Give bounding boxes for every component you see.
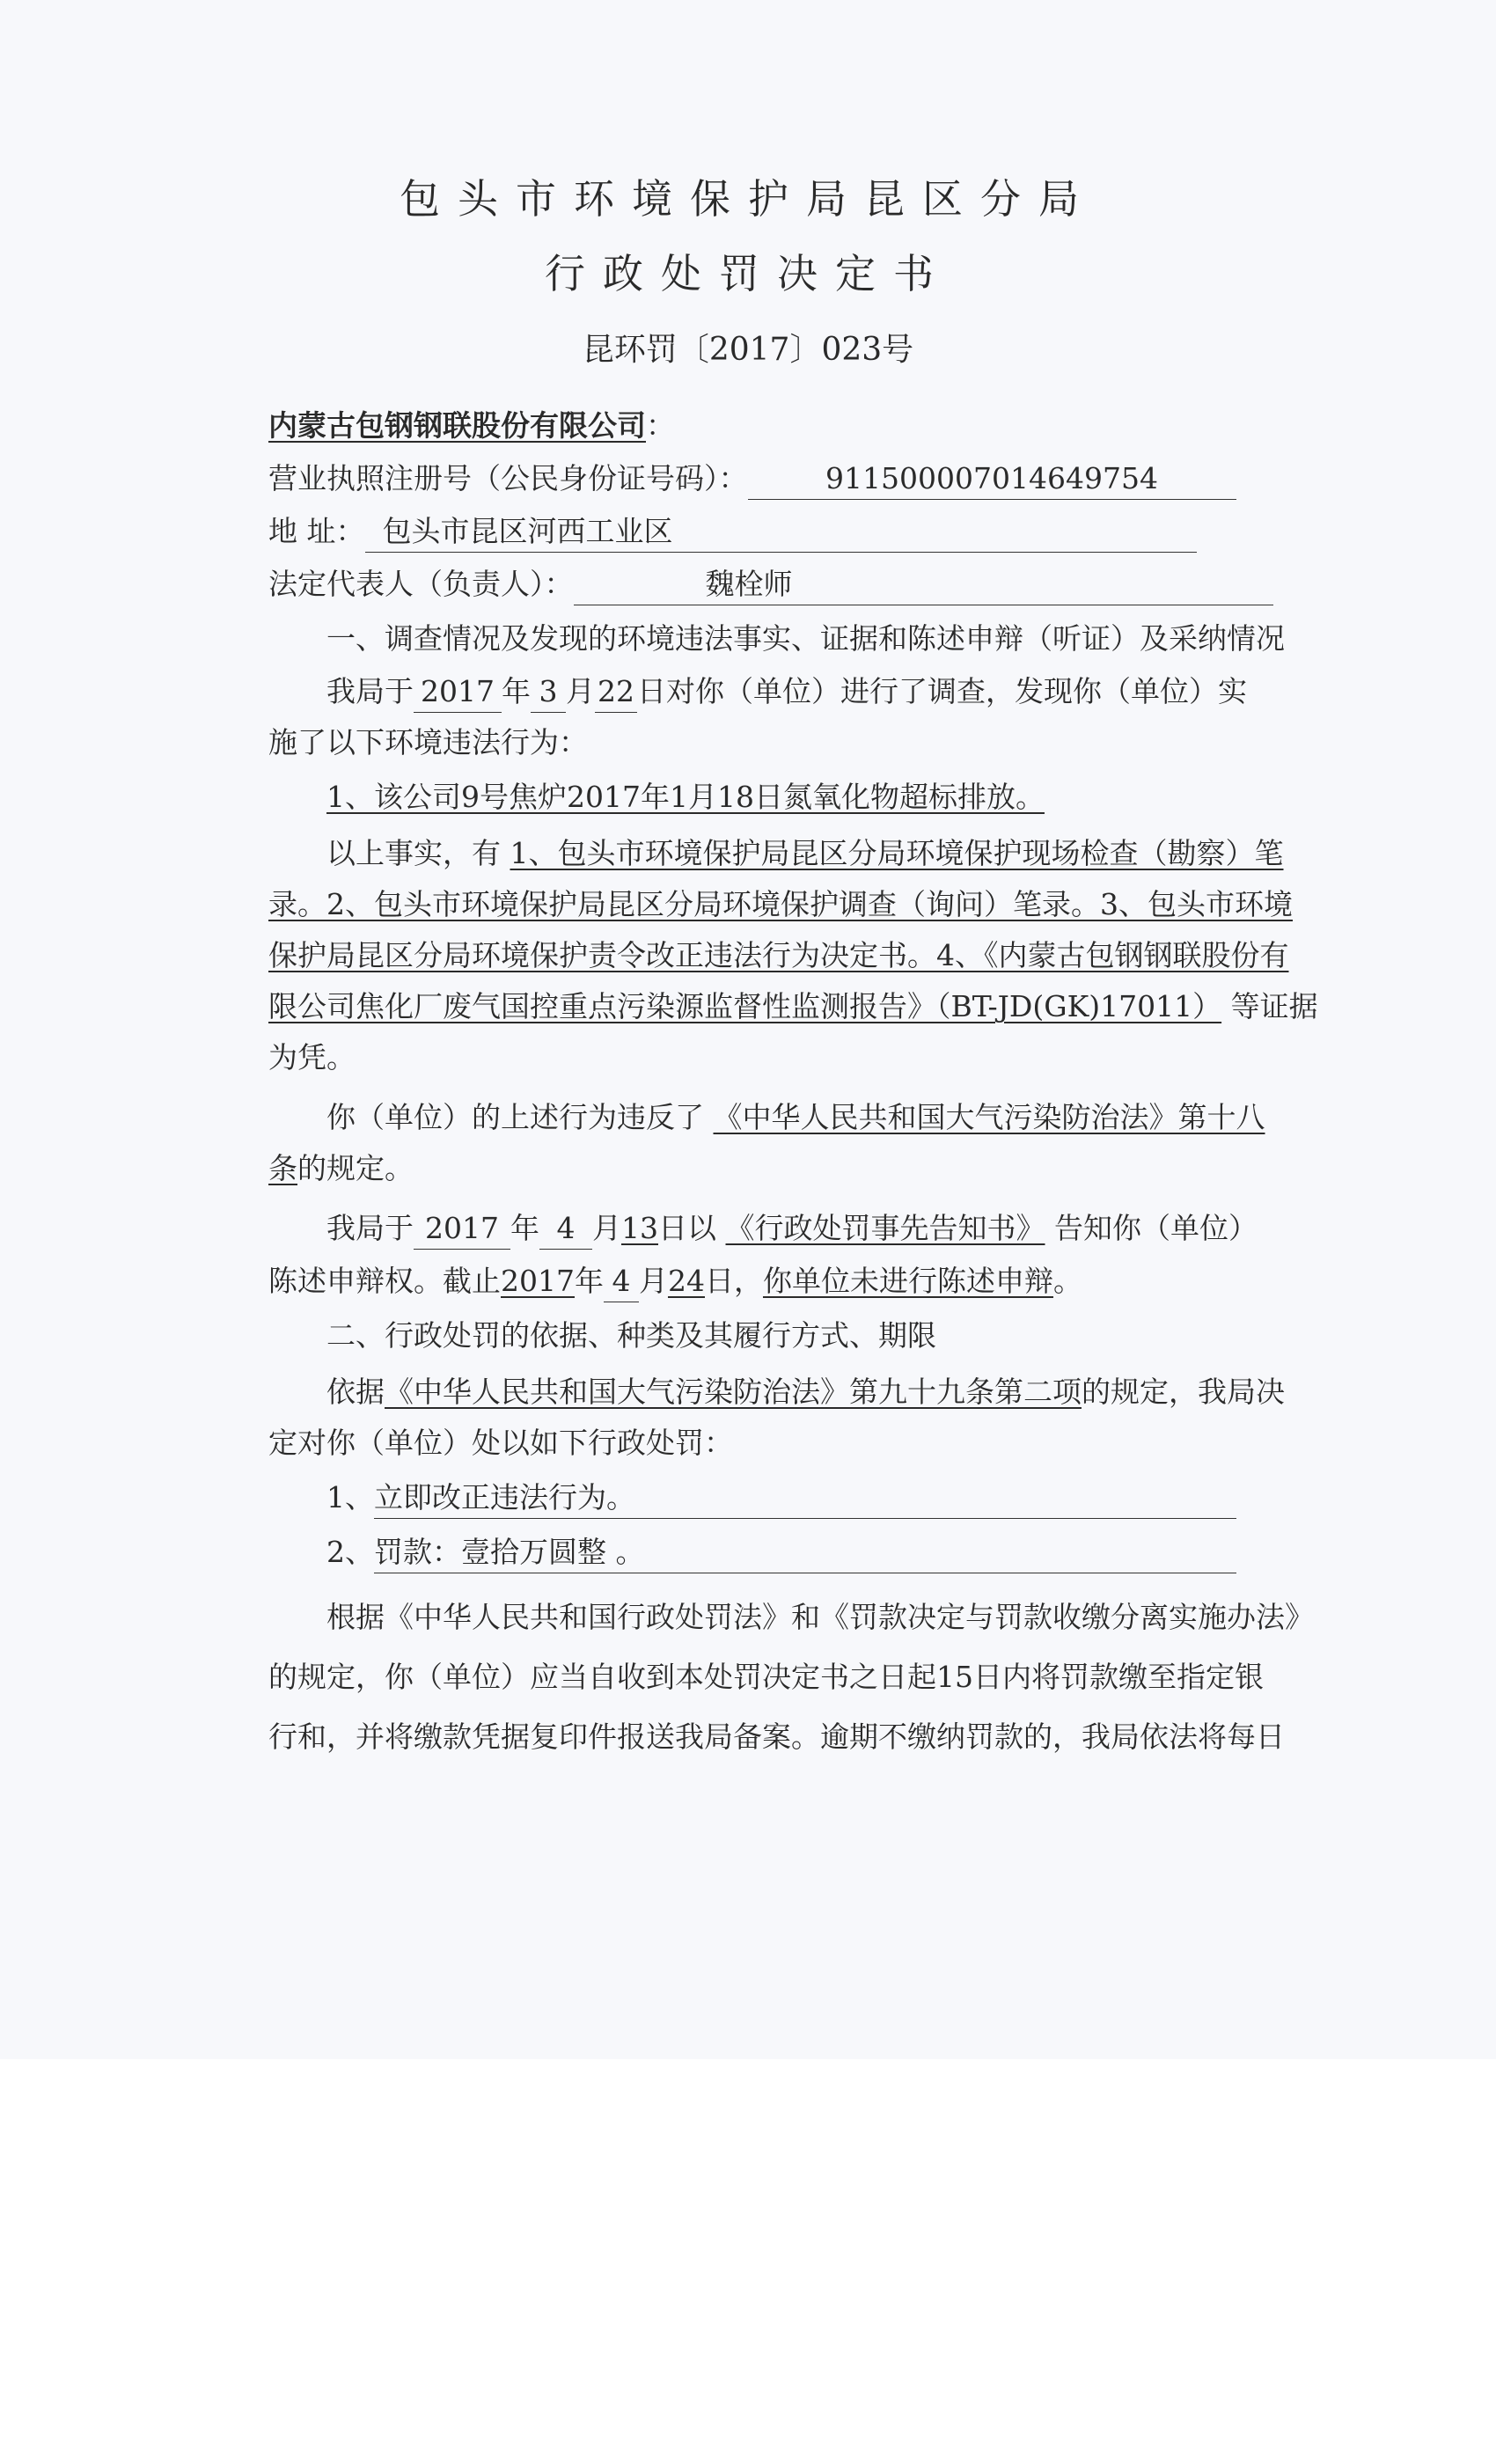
notice-day: 13: [621, 1211, 658, 1245]
basis-text: 的规定，我局决: [1082, 1375, 1285, 1409]
evidence-line-1: [268, 831, 1294, 876]
party-name-line: [268, 403, 1236, 449]
final-line-2: 的规定，你（单位）应当自收到本处罚决定书之日起15日内将罚款缴至指定银: [268, 1660, 1264, 1694]
basis-line: [268, 1369, 1294, 1415]
notice-month: 4: [539, 1208, 592, 1250]
evidence-text-2: 录。2、包头市环境保护局昆区分局环境保护调查（询问）笔录。3、包头市环境: [268, 887, 1293, 921]
final-line-1: 根据《中华人民共和国行政处罚法》和《罚款决定与罚款收缴分离实施办法》: [326, 1600, 1314, 1634]
notice-deadline-text: 日，: [704, 1264, 763, 1298]
penalty-2-line: [268, 1529, 1294, 1575]
investigation-month-unit: 月: [566, 674, 595, 708]
violation-law-cont: 条: [268, 1151, 297, 1185]
evidence-text-4b: 等证据: [1230, 989, 1318, 1023]
notice-result-end: 。: [1052, 1264, 1082, 1298]
notice-year: 2017: [414, 1208, 510, 1250]
rep-label: 法定代表人（负责人）：: [268, 567, 574, 601]
license-line: [268, 456, 1236, 502]
party-name: 内蒙古包钢钢联股份有限公司: [268, 408, 646, 443]
notice-deadline-day: 24: [667, 1264, 705, 1298]
document-number: 昆环罚〔2017〕023号: [582, 332, 914, 368]
party-colon: ：: [646, 408, 675, 443]
penalty-1-line: [268, 1475, 1294, 1521]
agency-title: 包头市环境保护局昆区分局: [400, 175, 1096, 223]
evidence-text-1: 1、包头市环境保护局昆区分局环境保护现场检查（勘察）笔: [510, 836, 1284, 870]
notice-text-2: 告知你（单位）: [1054, 1211, 1258, 1245]
notice-text: 日以: [658, 1211, 716, 1245]
notice-month-unit: 月: [592, 1211, 621, 1245]
notice-intro: 我局于: [326, 1211, 414, 1245]
document-title: 行政处罚决定书: [545, 250, 951, 297]
penalty-2-text: 罚款：壹拾万圆整 。: [374, 1532, 1236, 1573]
penalty-1-text: 立即改正违法行为。: [374, 1478, 1236, 1519]
evidence-line-2: [268, 882, 1293, 928]
rep-line: [268, 561, 1236, 607]
evidence-line-4: [268, 984, 1318, 1030]
notice-line: [268, 1206, 1294, 1251]
investigation-text: 我局于: [326, 674, 414, 708]
notice-deadline-month-unit: 月: [638, 1264, 668, 1298]
notice-line-2: [268, 1258, 1236, 1304]
investigation-year: 2017: [414, 671, 502, 713]
license-label: 营业执照注册号（公民身份证号码）：: [268, 461, 748, 495]
notice-year-unit: 年: [510, 1211, 539, 1245]
notice-deadline-month: 4: [604, 1261, 639, 1302]
basis-line-2: 定对你（单位）处以如下行政处罚：: [268, 1426, 733, 1460]
evidence-text-4: 限公司焦化厂废气国控重点污染源监督性监测报告》（BT-JD(GK)17011）: [268, 989, 1222, 1023]
notice-document: 《行政处罚事先告知书》: [725, 1211, 1045, 1245]
violation-law-end: 的规定。: [297, 1151, 414, 1185]
basis-intro: 依据: [326, 1375, 385, 1409]
investigation-line-2: 施了以下环境违法行为：: [268, 725, 588, 759]
evidence-intro: 以上事实，有: [326, 836, 501, 870]
violation-text: 1、该公司9号焦炉2017年1月18日氮氧化物超标排放。: [326, 780, 1045, 814]
violation-law: 《中华人民共和国大气污染防治法》第十八: [713, 1100, 1265, 1134]
final-line-3: 行和，并将缴款凭据复印件报送我局备案。逾期不缴纳罚款的，我局依法将每日: [268, 1720, 1285, 1754]
evidence-line-3: [268, 933, 1289, 979]
section1-heading: 一、调查情况及发现的环境违法事实、证据和陈述申辩（听证）及采纳情况: [326, 621, 1285, 656]
evidence-line-5: 为凭。: [268, 1040, 356, 1074]
notice-deadline-year: 2017: [501, 1264, 575, 1298]
investigation-text-2: 日对你（单位）进行了调查，发现你（单位）实: [637, 674, 1247, 708]
violation-line: [268, 774, 1294, 820]
basis-law: 《中华人民共和国大气污染防治法》第九十九条第二项: [385, 1375, 1082, 1409]
penalty-1-number: 1、: [326, 1480, 374, 1514]
violation-law-intro: 你（单位）的上述行为违反了: [326, 1100, 704, 1134]
investigation-day: 22: [595, 671, 637, 713]
violation-law-line: [268, 1095, 1294, 1140]
notice-result: 你单位未进行陈述申辩: [762, 1264, 1053, 1298]
notice-deadline-intro: 陈述申辩权。截止: [268, 1264, 501, 1298]
section2-heading: 二、行政处罚的依据、种类及其履行方式、期限: [326, 1318, 936, 1353]
investigation-line: [268, 669, 1294, 715]
evidence-text-3: 保护局昆区分局环境保护责令改正违法行为决定书。4、《内蒙古包钢钢联股份有: [268, 938, 1289, 972]
rep-value: 魏栓师: [574, 564, 1273, 605]
violation-law-line-2: [268, 1146, 1236, 1192]
license-value: 911500007014649754: [748, 458, 1236, 500]
address-line: [268, 509, 1236, 554]
investigation-year-unit: 年: [502, 674, 531, 708]
address-label: 地 址：: [268, 514, 365, 548]
notice-deadline-year-unit: 年: [574, 1264, 604, 1298]
penalty-2-number: 2、: [326, 1535, 374, 1569]
address-value: 包头市昆区河西工业区: [365, 511, 1197, 553]
investigation-month: 3: [531, 671, 566, 713]
